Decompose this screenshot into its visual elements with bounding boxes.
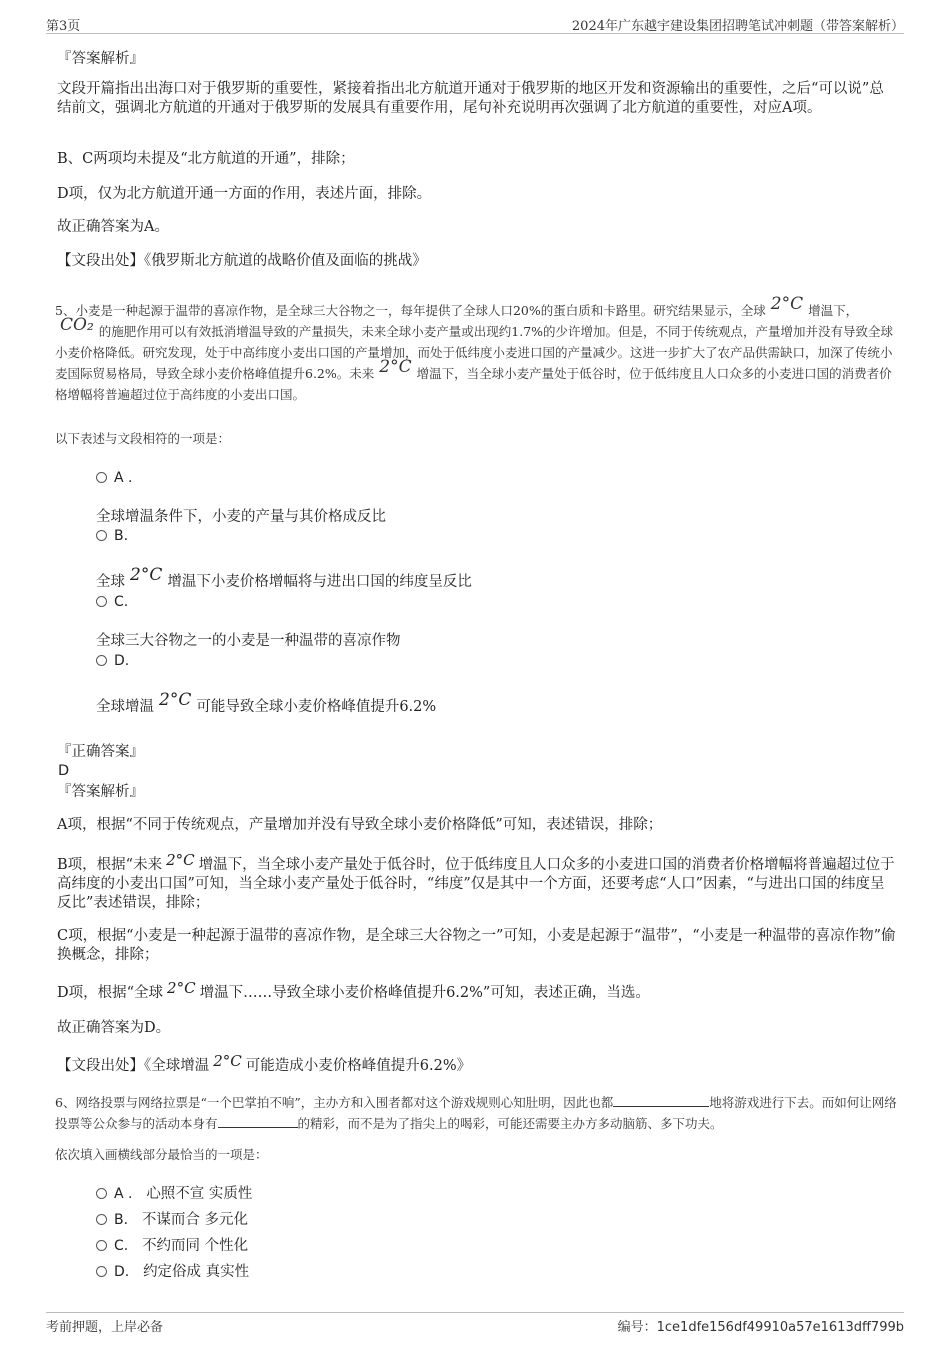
document-title: 2024年广东越宇建设集团招聘笔试冲刺题（带答案解析） xyxy=(571,19,904,34)
radio-icon[interactable] xyxy=(96,1188,107,1199)
radio-icon[interactable] xyxy=(96,1240,107,1251)
blank-2 xyxy=(218,1115,298,1128)
q5-correct-label: 『正确答案』 xyxy=(57,744,144,760)
math-2c: 2°C xyxy=(379,357,412,377)
radio-icon[interactable] xyxy=(96,596,107,607)
q5-analysis-c: C项，根据“小麦是一种起源于温带的喜凉作物，是全球三大谷物之一”可知，小麦是起源于“温带”，“小麦是一种温带的喜凉作物”偷换概念，排除； xyxy=(57,928,896,963)
q5-option-d-text: 全球增温 2°C 可能导致全球小麦价格峰值提升6.2% xyxy=(96,690,437,715)
q5-stem: 5、小麦是一种起源于温带的喜凉作物，是全球三大谷物之一，每年提供了全球人口20%的蛋白质和卡路里。研究结果显示，全球 2°C 增温下，CO₂ 的施肥作用可以有效抵消增温导致的产量损失，未来全球小麦产量或出现约1.7%的少许增加。但是，不同于传统观点，产量增加并没有导致全球小麦价格降低。研究发现，处于中高纬度小麦出口国的产量增加，而处于低纬度小麦进口国的产量减少。这进一步扩大了农产品供需缺口，加深了传统小麦国际贸易格局，导致全球小麦价格峰值提升6.2%。未来 2°C 增温下，当全球小麦产量处于低谷时，位于低纬度且人口众多的小麦进口国的消费者价格增幅将普遍超过位于高纬度的小麦出口国。 xyxy=(55,294,894,402)
q5-option-b[interactable]: B. xyxy=(96,528,128,544)
q4-analysis-final: 故正确答案为A。 xyxy=(57,219,169,235)
q4-analysis-para1: 文段开篇指出出海口对于俄罗斯的重要性，紧接着指出北方航道开通对于俄罗斯的地区开发和资源输出的重要性，之后“可以说”总结前文，强调北方航道的开通对于俄罗斯的发展具有重要作用，尾句补充说明再次强调了北方航道的重要性，对应A项。 xyxy=(57,81,884,116)
q5-option-a[interactable]: A . xyxy=(96,470,132,486)
page-number: 第3页 xyxy=(46,19,81,34)
q6-question: 依次填入画横线部分最恰当的一项是： xyxy=(55,1147,268,1162)
footer-code: 编号：1ce1dfe156df49910a57e1613dff799b xyxy=(617,1320,904,1335)
blank-1 xyxy=(613,1094,709,1107)
footer-slogan: 考前押题，上岸必备 xyxy=(46,1320,164,1335)
q5-correct-answer: D xyxy=(58,763,70,779)
q4-analysis-para2: B、C两项均未提及“北方航道的开通”，排除； xyxy=(57,151,355,167)
q5-analysis-label: 『答案解析』 xyxy=(57,784,144,800)
radio-icon[interactable] xyxy=(96,1214,107,1225)
radio-icon[interactable] xyxy=(96,655,107,666)
radio-icon[interactable] xyxy=(96,472,107,483)
q4-analysis-label: 『答案解析』 xyxy=(57,51,144,67)
q5-source: 【文段出处】《全球增温 2°C 可能造成小麦价格峰值提升6.2%》 xyxy=(57,1052,472,1074)
q5-option-c-text: 全球三大谷物之一的小麦是一种温带的喜凉作物 xyxy=(96,633,401,649)
q6-stem: 6、网络投票与网络拉票是“一个巴掌拍不响”，主办方和入围者都对这个游戏规则心知肚明，因此也都 地将游戏进行下去。而如何让网络投票等公众参与的活动本身有 的精彩，而不是为了指尖上的喝彩，可能还需要主办方多动脑筋、多下功夫。 xyxy=(55,1095,897,1131)
q5-final-answer: 故正确答案为D。 xyxy=(57,1020,171,1036)
math-co2: CO₂ xyxy=(60,315,94,335)
page-header xyxy=(46,11,904,34)
q5-analysis-b: B项，根据“未来 2°C 增温下，当全球小麦产量处于低谷时，位于低纬度且人口众多的小麦进口国的消费者价格增幅将普遍超过位于高纬度的小麦出口国”可知，当全球小麦产量处于低谷时，“纬度”仅是其中一个方面，还要考虑“人口”因素，“与进出口国的纬度呈反比”表述错误，排除； xyxy=(57,851,895,911)
radio-icon[interactable] xyxy=(96,530,107,541)
page-footer xyxy=(46,1312,904,1335)
radio-icon[interactable] xyxy=(96,1266,107,1277)
q5-option-a-text: 全球增温条件下，小麦的产量与其价格成反比 xyxy=(96,509,386,525)
math-2c: 2°C xyxy=(770,294,804,314)
q5-analysis-a: A项，根据“不同于传统观点，产量增加并没有导致全球小麦价格降低”可知，表述错误，排除； xyxy=(57,817,663,833)
q6-option-c[interactable]: C. 不约而同 个性化 xyxy=(96,1234,248,1255)
q5-option-d[interactable]: D. xyxy=(96,653,129,669)
q6-option-b[interactable]: B. 不谋而合 多元化 xyxy=(96,1208,248,1229)
q5-analysis-d: D项，根据“全球 2°C 增温下……导致全球小麦价格峰值提升6.2%”可知，表述正确，当选。 xyxy=(57,979,650,1001)
q4-analysis-para3: D项，仅为北方航道开通一方面的作用，表述片面，排除。 xyxy=(57,186,432,202)
q5-option-b-text: 全球 2°C 增温下小麦价格增幅将与进出口国的纬度呈反比 xyxy=(96,565,472,590)
q6-option-a[interactable]: A . 心照不宣 实质性 xyxy=(96,1182,252,1203)
q6-option-d[interactable]: D. 约定俗成 真实性 xyxy=(96,1260,249,1281)
q4-source: 【文段出处】《俄罗斯北方航道的战略价值及面临的挑战》 xyxy=(57,253,427,269)
q5-option-c[interactable]: C. xyxy=(96,594,128,610)
q5-question: 以下表述与文段相符的一项是： xyxy=(55,431,231,446)
